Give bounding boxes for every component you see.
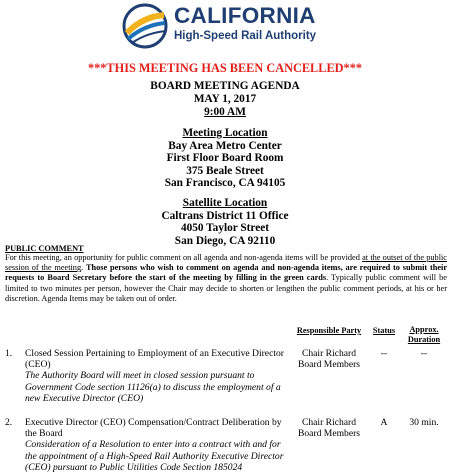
- satellite-location-line: San Diego, CA 92110: [174, 234, 276, 247]
- item-responsible-party: [290, 417, 368, 439]
- party-line: Chair Richard: [301, 348, 357, 359]
- meeting-location-heading: Meeting Location: [182, 127, 268, 139]
- cancellation-notice: ***THIS MEETING HAS BEEN CANCELLED***: [87, 61, 362, 75]
- party-line: Board Members: [297, 359, 361, 371]
- public-comment-underlined: at the outset of the public session of the meeting: [5, 253, 447, 273]
- party-line: Chair Richard: [301, 417, 357, 428]
- col-header-duration-line2: Duration: [407, 334, 441, 344]
- meeting-time: 9:00 AM: [204, 106, 246, 118]
- meeting-date: MAY 1, 2017: [193, 93, 257, 105]
- logo-title: CALIFORNIA: [174, 3, 316, 28]
- item-number: 2.: [5, 417, 13, 428]
- satellite-location-line: 4050 Taylor Street: [180, 222, 270, 234]
- public-comment-bold: Those persons who wish to comment on agenda and non-agenda items, are required to submit their requests to Board Secretary before the start of the meeting by filling in the green cards: [5, 263, 448, 283]
- public-comment-text: [5, 253, 447, 304]
- col-header-status: Status: [372, 326, 396, 335]
- item-title: Executive Director (CEO) Compensation/Contract Deliberation by the Board: [25, 417, 282, 440]
- item-description: The Authority Board will meet in closed session pursuant to Government Code section 11126(a) to discuss the employment of a new Executive Director (CEO): [25, 370, 281, 404]
- authority-logo: [122, 3, 337, 49]
- agenda-title: BOARD MEETING AGENDA: [150, 80, 300, 92]
- meeting-location-line: Bay Area Metro Center: [168, 139, 282, 152]
- col-header-party: Responsible Party: [296, 326, 362, 335]
- item-status: A: [380, 417, 388, 428]
- public-comment-part: For this meeting, an opportunity for public comment on all agenda and non-agenda items will be provided: [5, 253, 363, 262]
- item-responsible-party: [290, 348, 368, 370]
- public-comment-heading: PUBLIC COMMENT: [5, 244, 84, 253]
- party-line: Board Members: [297, 428, 361, 440]
- satellite-location-heading: Satellite Location: [182, 197, 268, 209]
- col-header-duration: [402, 325, 446, 344]
- public-comment-part: .: [81, 263, 86, 273]
- public-comment-part: . Typically public comment will be limited to two minutes per person, however the Chair may decide to shorten or lengthen the public comment periods, at his or her discretion. Agenda Items may be taken out of order.: [5, 273, 447, 303]
- col-header-duration-line1: Approx.: [409, 325, 439, 334]
- item-number: 1.: [5, 348, 13, 359]
- meeting-location-line: First Floor Board Room: [166, 152, 284, 164]
- item-title: Closed Session Pertaining to Employment of an Executive Director (CEO): [25, 348, 284, 371]
- item-description: Consideration of a Resolution to enter into a contract with and for the appointment of a High-Speed Rail Authority Executive Director (CEO) pursuant to Public Utilities Code Section 185024: [25, 439, 284, 473]
- meeting-location-line: 375 Beale Street: [186, 164, 264, 177]
- logo-subtitle: High-Speed Rail Authority: [174, 30, 317, 42]
- item-duration: 30 min.: [409, 417, 439, 428]
- item-status: --: [380, 348, 388, 359]
- satellite-location-line: Caltrans District 11 Office: [161, 209, 289, 222]
- item-duration: --: [420, 348, 428, 359]
- rail-logo-icon: [122, 3, 168, 49]
- meeting-location-line: San Francisco, CA 94105: [164, 177, 286, 189]
